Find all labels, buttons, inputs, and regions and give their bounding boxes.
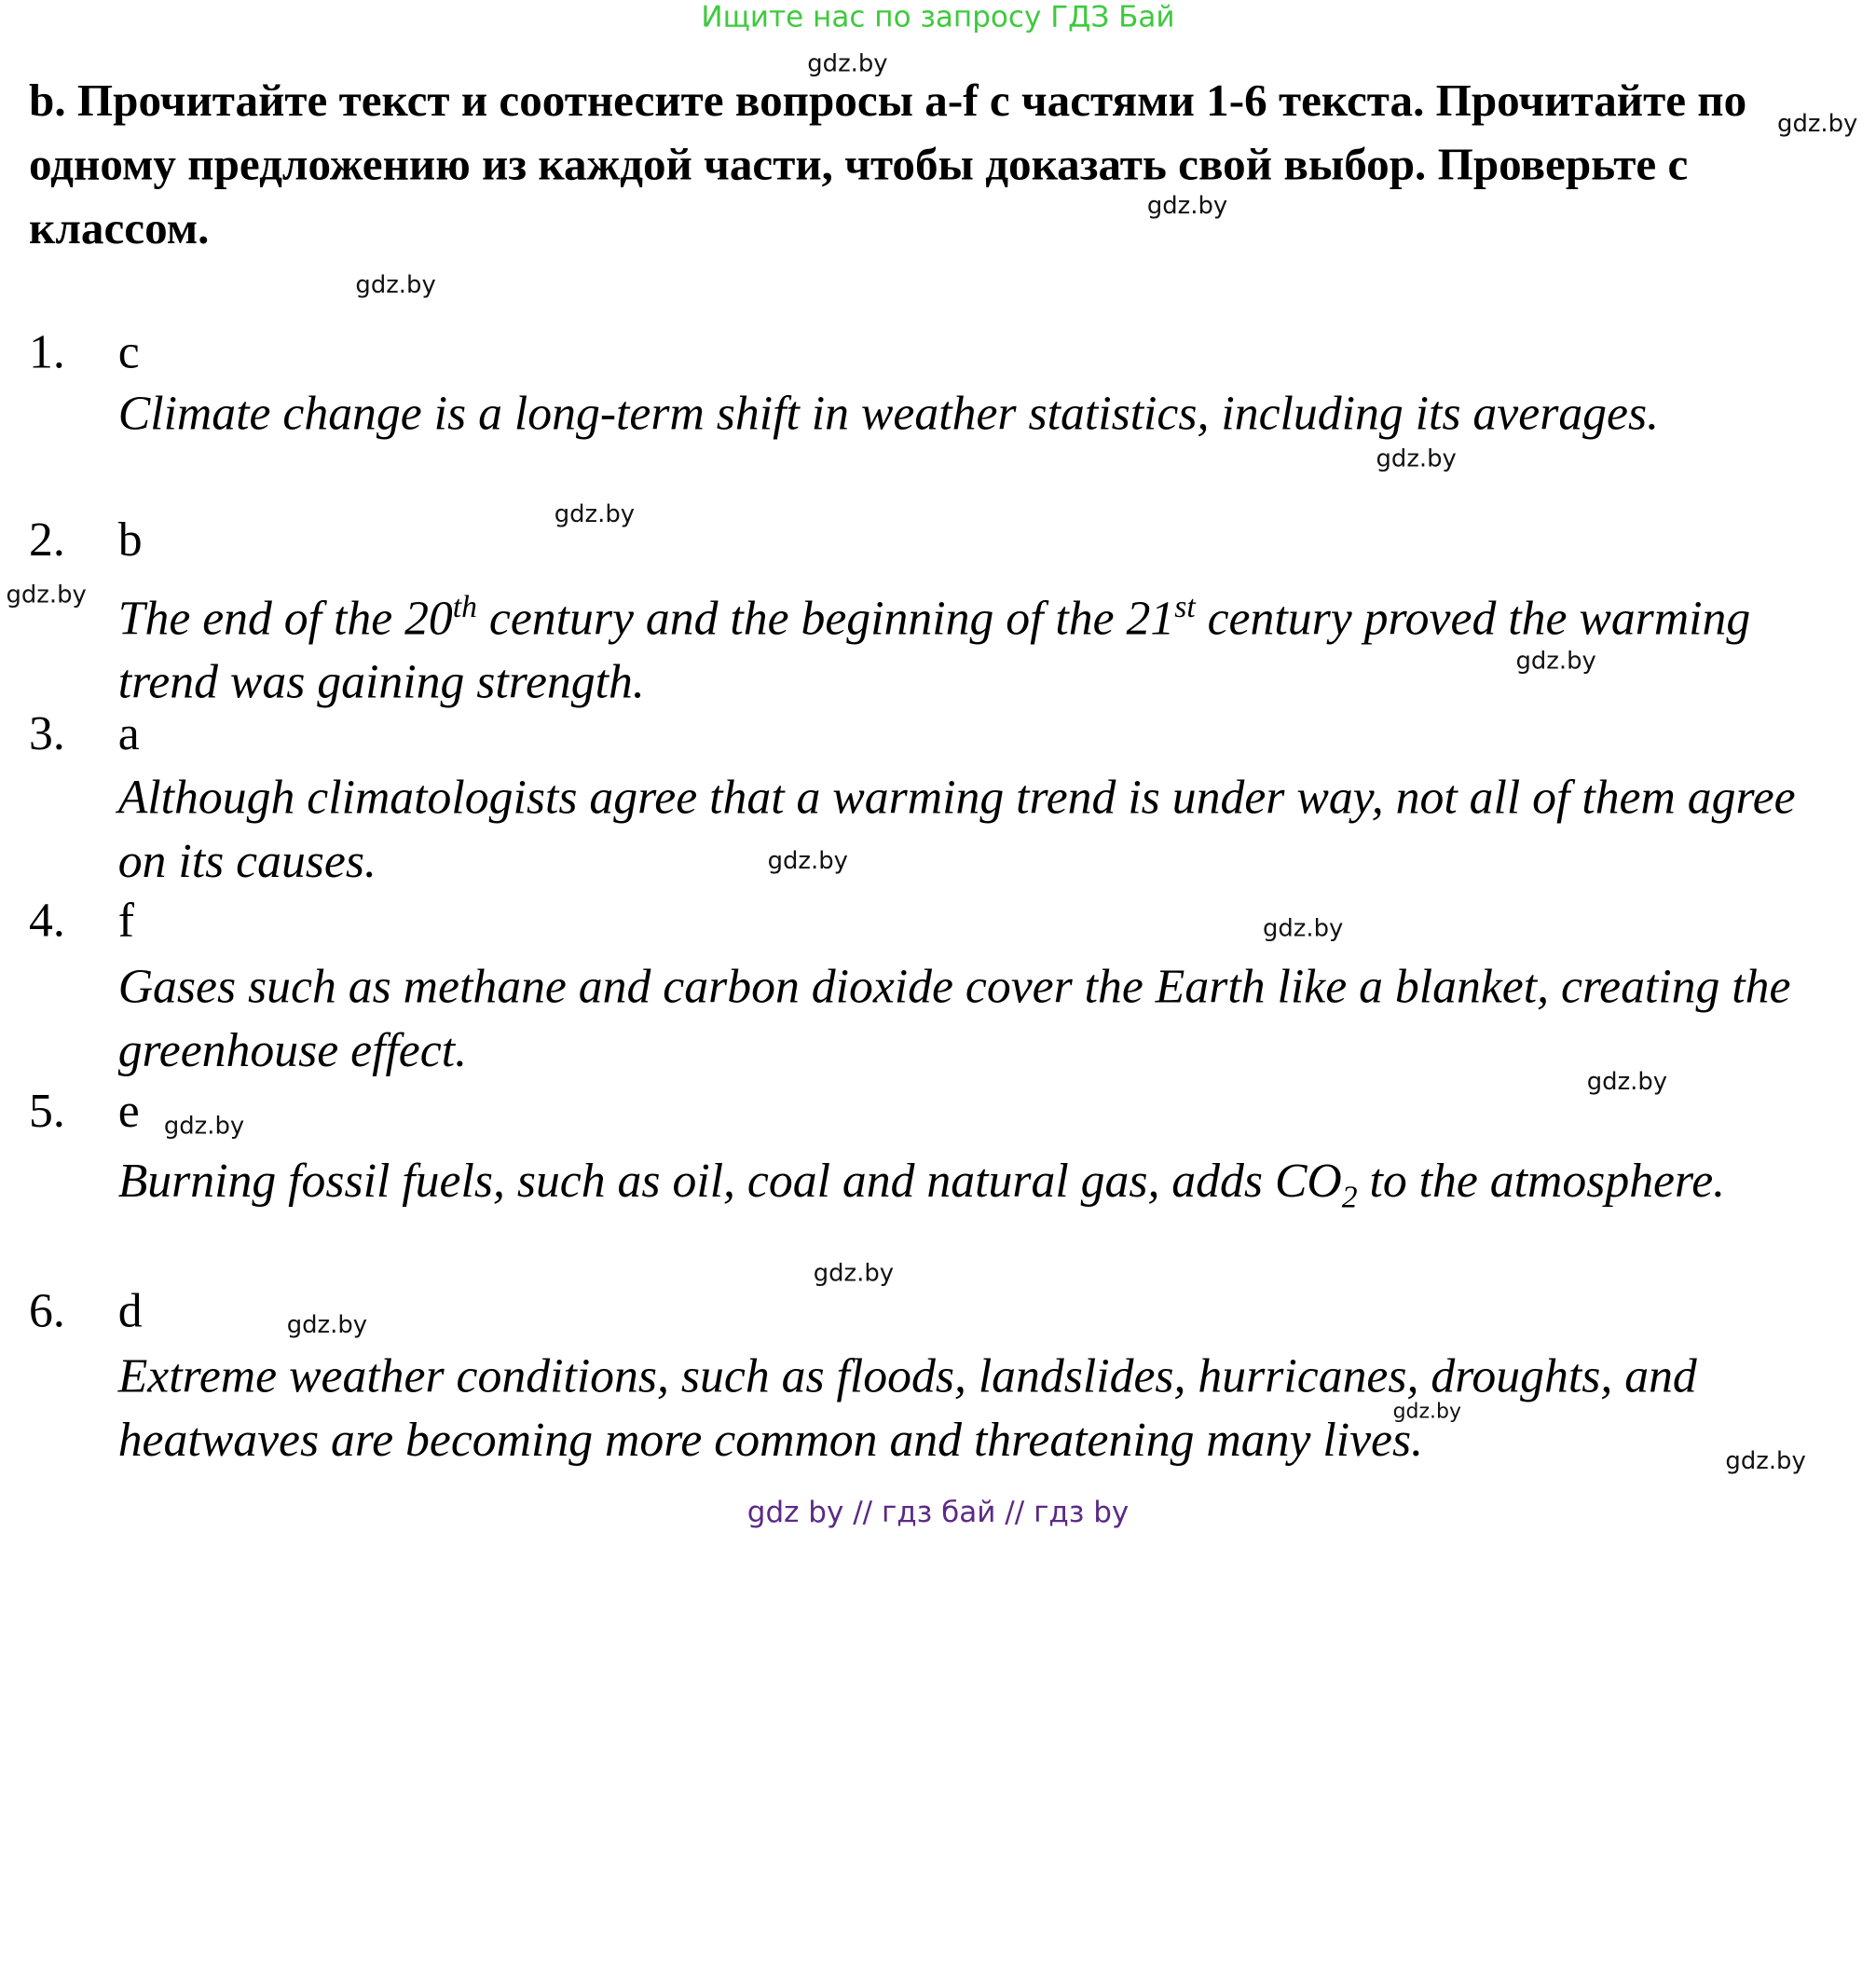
item-number: 4. <box>29 893 65 948</box>
watermark: gdz.by <box>1146 190 1228 220</box>
item-sentence: Extreme weather conditions, such as floods, landslides, hurricanes, droughts, and heatwaves are becoming more common and threatening many lives. <box>117 1348 1697 1467</box>
item-sentence: Climate change is a long-term shift in weather statistics, including its averages. <box>117 385 1660 440</box>
item-number: 6. <box>29 1282 65 1338</box>
search-banner[interactable]: Ищите нас по запросу ГДЗ Бай <box>701 0 1175 34</box>
watermark: gdz.by <box>1392 1400 1461 1425</box>
watermark: gdz.by <box>1515 645 1596 676</box>
subscript: 2 <box>1341 1179 1358 1215</box>
watermark: gdz.by <box>163 1111 245 1141</box>
footer-links[interactable]: gdz by // гдз бай // гдз by <box>746 1495 1130 1529</box>
watermark: gdz.by <box>1586 1066 1668 1096</box>
watermark: gdz.by <box>1262 913 1344 943</box>
superscript: st <box>1174 589 1196 624</box>
item-answer-letter: f <box>117 893 134 948</box>
watermark: gdz.by <box>813 1257 895 1287</box>
watermark: gdz.by <box>286 1309 368 1339</box>
item-answer-letter: d <box>117 1282 143 1338</box>
watermark: gdz.by <box>554 499 636 528</box>
item-sentence: Although climatologists agree that a warming trend is under way, not all of them agree on its causes. <box>117 770 1796 888</box>
item-sentence: Gases such as methane and carbon dioxide cover the Earth like a blanket, creating the greenhouse effect. <box>117 959 1791 1077</box>
item-number: 3. <box>29 705 65 760</box>
item-number: 2. <box>29 512 65 567</box>
item-number: 1. <box>29 323 65 378</box>
watermark: gdz.by <box>1725 1445 1806 1475</box>
item-number: 5. <box>29 1083 65 1138</box>
item-answer-letter: a <box>117 705 140 760</box>
watermark: gdz.by <box>767 845 848 875</box>
watermark: gdz.by <box>1777 108 1858 138</box>
item-answer-letter: c <box>117 323 140 378</box>
watermark: gdz.by <box>6 579 87 609</box>
item-answer-letter: e <box>117 1083 140 1138</box>
item-sentence <box>118 1143 1854 1235</box>
sentence-part: The end of the 20 <box>117 590 453 646</box>
watermark: gdz.by <box>1376 443 1457 472</box>
item-answer-letter: b <box>117 512 143 567</box>
watermark: gdz.by <box>355 269 436 299</box>
watermark: gdz.by <box>807 48 888 77</box>
item-sentence <box>118 575 1854 714</box>
sentence-part: century proved the warming trend was gaining strength. <box>117 590 1751 709</box>
sentence-part: century and the beginning of the 21 <box>476 590 1175 646</box>
sentence-part: to the atmosphere. <box>1357 1153 1726 1208</box>
sentence-part: Burning fossil fuels, such as oil, coal and natural gas, adds CO <box>117 1153 1342 1208</box>
superscript: th <box>452 589 477 624</box>
exercise-heading: b. Прочитайте текст и соотнесите вопросы a-f с частями 1-6 текста. Прочитайте по одному предложению из каждой части, чтобы доказать свой выбор. Проверьте с классом. <box>29 75 1747 254</box>
